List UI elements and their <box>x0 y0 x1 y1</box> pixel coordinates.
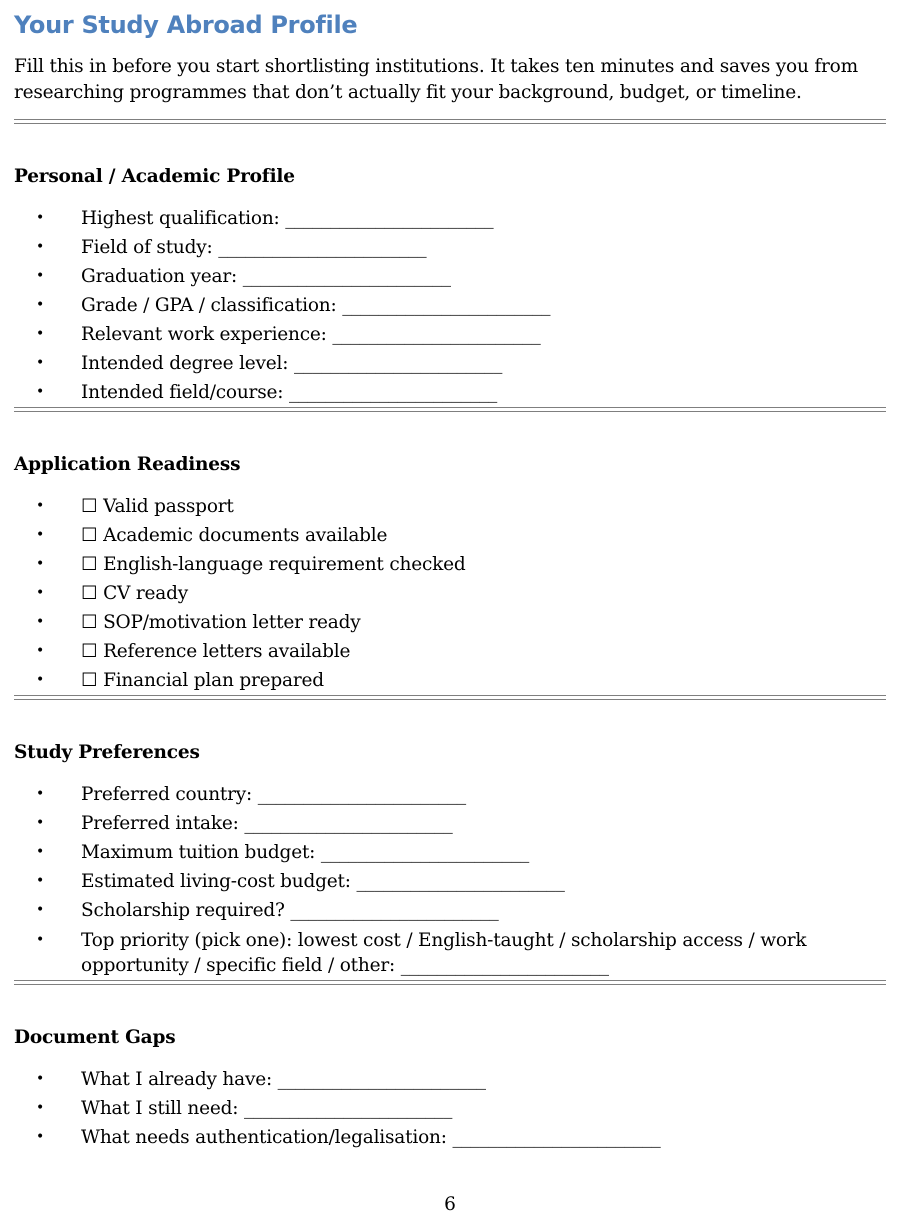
bullet-icon: • <box>36 932 45 948</box>
bullet-icon: • <box>36 556 45 572</box>
list-item <box>14 1125 886 1150</box>
item-work-experience: Relevant work experience: _______________________ <box>81 324 541 345</box>
list-item <box>14 293 886 318</box>
bullet-icon: • <box>36 585 45 601</box>
list-item <box>14 322 886 347</box>
bullet-icon: • <box>36 268 45 284</box>
list-item <box>14 840 886 865</box>
item-cv-ready: ☐ CV ready <box>81 583 188 604</box>
item-preferred-country: Preferred country: _______________________ <box>81 784 466 805</box>
personal-academic-list <box>14 206 886 405</box>
bullet-icon: • <box>36 672 45 688</box>
bullet-icon: • <box>36 614 45 630</box>
item-preferred-intake: Preferred intake: _______________________ <box>81 813 453 834</box>
application-readiness-list <box>14 494 886 693</box>
item-highest-qualification: Highest qualification: _______________________ <box>81 208 494 229</box>
bullet-icon: • <box>36 902 45 918</box>
document-page <box>14 0 886 1150</box>
section-heading-study-preferences: Study Preferences <box>14 742 200 763</box>
item-academic-documents: ☐ Academic documents available <box>81 525 388 546</box>
list-item <box>14 928 886 978</box>
page-number: 6 <box>444 1194 456 1215</box>
bullet-icon: • <box>36 297 45 313</box>
bullet-icon: • <box>36 326 45 342</box>
bullet-icon: • <box>36 1100 45 1116</box>
study-preferences-list <box>14 782 886 978</box>
bullet-icon: • <box>36 498 45 514</box>
checklist-item <box>14 494 886 519</box>
item-still-need: What I still need: _______________________ <box>81 1098 453 1119</box>
item-grade-gpa: Grade / GPA / classification: _______________________ <box>81 295 551 316</box>
item-top-priority: Top priority (pick one): lowest cost / English-taught / scholarship access / work opportunity / specific field / other: _______________________ <box>81 930 807 976</box>
item-english-requirement: ☐ English-language requirement checked <box>81 554 466 575</box>
list-item <box>14 1096 886 1121</box>
document-gaps-list <box>14 1067 886 1150</box>
section-heading-application-readiness: Application Readiness <box>14 454 241 475</box>
list-item <box>14 782 886 807</box>
item-field-of-study: Field of study: _______________________ <box>81 237 427 258</box>
intro-paragraph: Fill this in before you start shortlisting institutions. It takes ten minutes and saves you from researching programmes that don’t actually fit your background, budget, or timeline. <box>14 56 858 103</box>
document-title: Your Study Abroad Profile <box>14 11 358 39</box>
checklist-item <box>14 639 886 664</box>
checklist-item <box>14 523 886 548</box>
list-item <box>14 351 886 376</box>
checklist-item <box>14 610 886 635</box>
item-financial-plan: ☐ Financial plan prepared <box>81 670 324 691</box>
bullet-icon: • <box>36 527 45 543</box>
list-item <box>14 264 886 289</box>
item-scholarship-required: Scholarship required? _______________________ <box>81 900 499 921</box>
bullet-icon: • <box>36 1129 45 1145</box>
section-heading-personal-academic: Personal / Academic Profile <box>14 166 295 187</box>
bullet-icon: • <box>36 786 45 802</box>
list-item <box>14 869 886 894</box>
item-living-cost-budget: Estimated living-cost budget: _______________________ <box>81 871 565 892</box>
list-item <box>14 206 886 231</box>
item-valid-passport: ☐ Valid passport <box>81 496 234 517</box>
bullet-icon: • <box>36 384 45 400</box>
checklist-item <box>14 552 886 577</box>
checklist-item <box>14 581 886 606</box>
item-already-have: What I already have: _______________________ <box>81 1069 486 1090</box>
item-degree-level: Intended degree level: _______________________ <box>81 353 503 374</box>
item-tuition-budget: Maximum tuition budget: _______________________ <box>81 842 530 863</box>
bullet-icon: • <box>36 239 45 255</box>
bullet-icon: • <box>36 815 45 831</box>
item-sop-ready: ☐ SOP/motivation letter ready <box>81 612 361 633</box>
bullet-icon: • <box>36 844 45 860</box>
list-item <box>14 235 886 260</box>
checklist-item <box>14 668 886 693</box>
bullet-icon: • <box>36 210 45 226</box>
item-field-course: Intended field/course: _______________________ <box>81 382 498 403</box>
list-item <box>14 1067 886 1092</box>
bullet-icon: • <box>36 1071 45 1087</box>
item-graduation-year: Graduation year: _______________________ <box>81 266 451 287</box>
item-reference-letters: ☐ Reference letters available <box>81 641 351 662</box>
item-authentication: What needs authentication/legalisation: _______________________ <box>81 1127 661 1148</box>
list-item <box>14 811 886 836</box>
bullet-icon: • <box>36 873 45 889</box>
section-heading-document-gaps: Document Gaps <box>14 1027 176 1048</box>
list-item <box>14 380 886 405</box>
bullet-icon: • <box>36 643 45 659</box>
bullet-icon: • <box>36 355 45 371</box>
list-item <box>14 898 886 923</box>
